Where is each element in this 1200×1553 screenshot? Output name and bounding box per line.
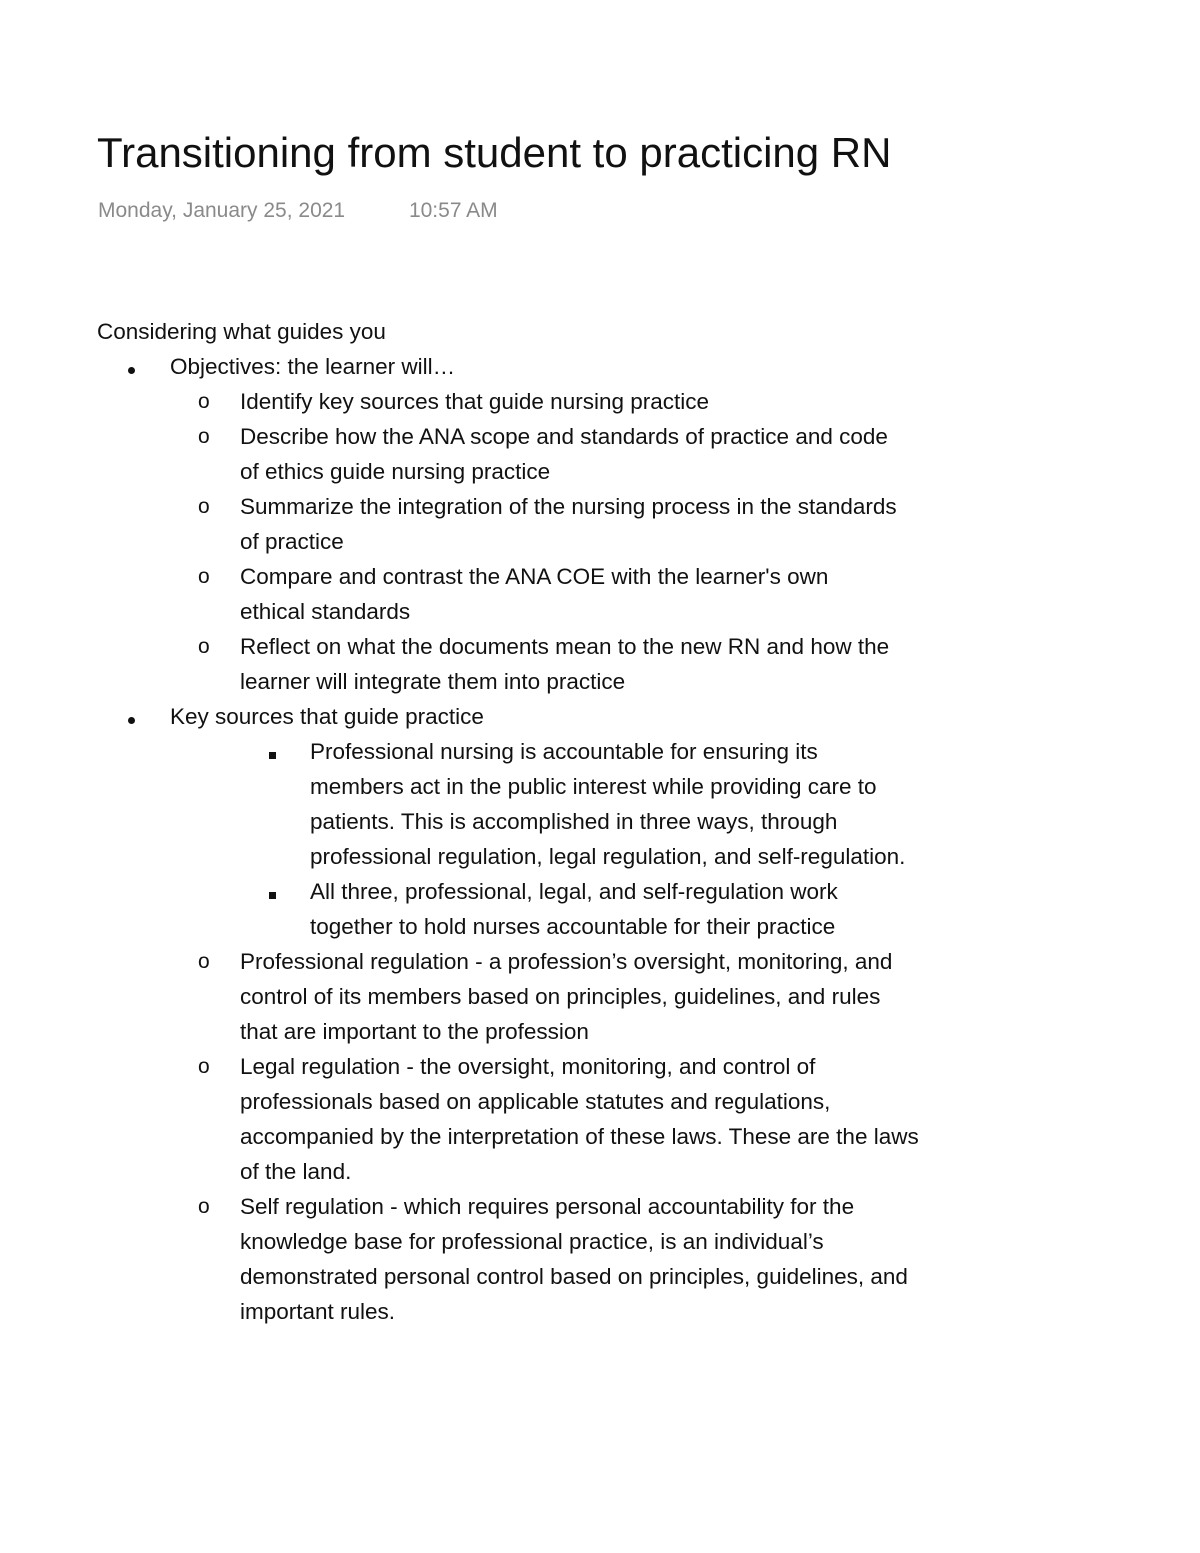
- page-date: Monday, January 25, 2021: [98, 199, 346, 222]
- list-item-objectives: [97, 349, 947, 699]
- bullet-square-icon: [269, 874, 276, 909]
- list-item-text: All three, professional, legal, and self-regulation work together to hold nurses accountable for their practice: [310, 879, 838, 939]
- bullet-circle-icon: o: [198, 390, 210, 413]
- section-heading: Considering what guides you: [97, 319, 386, 344]
- list-item: [97, 1189, 947, 1329]
- list-item-text: Identify key sources that guide nursing practice: [240, 389, 710, 414]
- list-item-text: Describe how the ANA scope and standards of practice and code of ethics guide nursing practice: [240, 424, 888, 484]
- list-item-key-sources: [97, 699, 947, 1329]
- list-item: [97, 1049, 947, 1189]
- list-item-text: Objectives: the learner will…: [170, 354, 456, 379]
- list-item: [97, 874, 947, 944]
- list-item: [97, 384, 947, 419]
- list-item: [97, 629, 947, 699]
- note-body: [97, 314, 947, 1329]
- list-item-text: Legal regulation - the oversight, monitoring, and control of professionals based on applicable statutes and regulations, accompanied by the interpretation of these laws. These are the laws of the land.: [240, 1054, 919, 1184]
- key-sources-notes-list: [97, 734, 947, 944]
- bullet-circle-icon: o: [198, 1055, 210, 1078]
- bullet-circle-icon: o: [198, 635, 210, 658]
- main-list: [97, 349, 947, 1329]
- list-item: [97, 944, 947, 1049]
- page-title: Transitioning from student to practicing RN: [97, 129, 892, 176]
- list-item-text: Reflect on what the documents mean to the new RN and how the learner will integrate them into practice: [240, 634, 890, 694]
- objectives-list: [97, 384, 947, 699]
- page-timestamp: [98, 199, 498, 223]
- list-item-text: Key sources that guide practice: [170, 704, 484, 729]
- bullet-circle-icon: o: [198, 565, 210, 588]
- bullet-dot-icon: [128, 349, 135, 384]
- list-item: [97, 734, 947, 874]
- list-item-text: Summarize the integration of the nursing process in the standards of practice: [240, 494, 897, 554]
- regulations-list: [97, 944, 947, 1329]
- bullet-square-icon: [269, 734, 276, 769]
- list-item: [97, 559, 947, 629]
- list-item-text: Professional regulation - a profession’s oversight, monitoring, and control of its members based on principles, guidelines, and rules that are important to the profession: [240, 949, 893, 1044]
- bullet-circle-icon: o: [198, 950, 210, 973]
- list-item-text: Self regulation - which requires personal accountability for the knowledge base for professional practice, is an individual’s demonstrated personal control based on principles, guidelines, and important rules.: [240, 1194, 908, 1324]
- bullet-dot-icon: [128, 699, 135, 734]
- list-item: [97, 419, 947, 489]
- bullet-circle-icon: o: [198, 425, 210, 448]
- list-item: [97, 489, 947, 559]
- list-item-text: Professional nursing is accountable for ensuring its members act in the public interest while providing care to patients. This is accomplished in three ways, through professional regulation, legal regulation, and self-regulation.: [310, 739, 906, 869]
- page-time: 10:57 AM: [408, 199, 498, 222]
- list-item-text: Compare and contrast the ANA COE with the learner's own ethical standards: [240, 564, 829, 624]
- bullet-circle-icon: o: [198, 495, 210, 518]
- bullet-circle-icon: o: [198, 1195, 210, 1218]
